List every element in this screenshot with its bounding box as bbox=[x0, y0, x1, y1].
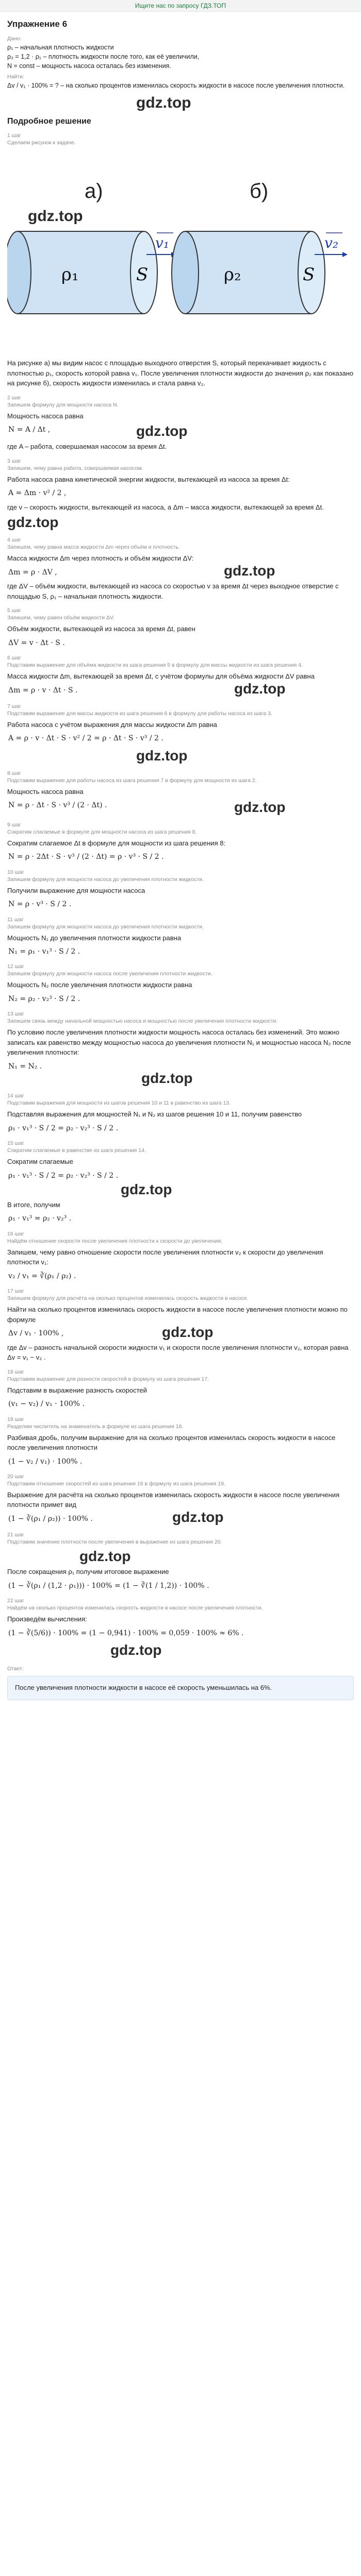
step-text: Мощность N₂ после увеличения плотности жидкости равна bbox=[7, 981, 192, 989]
step-text: Мощность насоса равна bbox=[7, 412, 84, 420]
step-note: Подставим выражение для работы насоса из шага решения 7 в формулу для мощности из шага 2. bbox=[7, 777, 257, 784]
arrow-head-b-icon bbox=[342, 252, 348, 257]
step-number: 11 шаг bbox=[7, 916, 24, 923]
step-formula: A = Δm · v² / 2 , bbox=[8, 489, 67, 498]
given-line-3: N = const – мощность насоса осталась без изменения. bbox=[7, 62, 171, 70]
step-text: Выражение для расчёта на сколько процентов изменилась скорость жидкости в насосе после увеличения плотности примет вид bbox=[7, 1490, 340, 1509]
step-text: Мощность N₁ до увеличения плотности жидкости равна bbox=[7, 934, 182, 942]
content bbox=[0, 12, 361, 1700]
step-formula: (1 − v₂ / v₁) · 100% . bbox=[8, 1457, 83, 1466]
watermark: gdz.top bbox=[141, 1070, 193, 1087]
step-text: По условию после увеличения плотности жидкости мощность насоса осталась без изменений. Это можно записать как равенство между мощностью насоса до увеличения плотности N₁ и мощностью насоса N₂ после увеличения плотности: bbox=[7, 1028, 351, 1057]
given-line-1: ρ₁ – начальная плотность жидкости bbox=[7, 44, 114, 51]
step-formula: Δm = ρ · v · Δt · S . bbox=[8, 686, 78, 694]
step-5 bbox=[7, 607, 354, 649]
step-formula: N = ρ · Δt · S · v³ / (2 · Δt) . bbox=[8, 801, 107, 810]
figure-watermark: gdz.top bbox=[28, 208, 83, 225]
step-text: Работа насоса равна кинетической энергии жидкости, вытекающей из насоса за время Δt: bbox=[7, 475, 290, 483]
step-8 bbox=[7, 770, 354, 816]
watermark: gdz.top bbox=[136, 423, 188, 439]
step-formula: ρ₁ · v₁³ · S / 2 = ρ₂ · v₂³ · S / 2 . bbox=[8, 1124, 119, 1132]
step-text: Разбивая дробь, получим выражение для на сколько процентов изменилась скорость жидкости в насосе после увеличения плотности bbox=[7, 1433, 336, 1452]
given-line-2: ρ₂ = 1,2 · ρ₁ – плотность жидкости после того, как её увеличили, bbox=[7, 53, 200, 60]
step-note: Запишем формулу для расчёта на сколько процентов изменилась скорость жидкости в насосе. bbox=[7, 1295, 249, 1302]
figure-label-b: б) bbox=[250, 180, 269, 202]
step-17 bbox=[7, 1288, 354, 1362]
step-text-2: где v – скорость жидкости, вытекающей из насоса, а Δm – масса жидкости, вытекающей за время Δt. bbox=[7, 503, 324, 511]
step-note: Подставим выражения для мощности из шагов решения 10 и 11 в равенство из шага 13. bbox=[7, 1100, 231, 1107]
step-note: Запишем связь между начальной мощностью насоса и мощностью после увеличения плотности жидкости. bbox=[7, 1018, 278, 1025]
step-15 bbox=[7, 1140, 354, 1225]
step-9 bbox=[7, 822, 354, 863]
given-block bbox=[7, 36, 354, 89]
step-number: 15 шаг bbox=[7, 1140, 24, 1147]
step-number: 13 шаг bbox=[7, 1011, 24, 1018]
watermark: gdz.top bbox=[121, 1181, 172, 1197]
find-line: Δv / v₁ · 100% = ? – на сколько процентов изменилась скорость жидкости в насосе после увеличения плотности. bbox=[7, 82, 345, 89]
step-formula: (1 − ∛(ρ₁ / (1,2 · ρ₁))) · 100% = (1 − ∛(1 / 1,2)) · 100% . bbox=[8, 1581, 209, 1590]
step-note: Подставим выражение для разности скоростей в формулу из шага решения 17. bbox=[7, 1376, 209, 1382]
step-note: Запишем формулу для мощности насоса N. bbox=[7, 401, 119, 408]
step-22 bbox=[7, 1598, 354, 1658]
step-text: Подставляя выражения для мощностей N₁ и N₂ из шагов решения 10 и 11, получим равенство bbox=[7, 1110, 302, 1118]
watermark: gdz.top bbox=[162, 1324, 214, 1340]
step-note: Запишем, чему равна работа, совершаемая насосом. bbox=[7, 465, 143, 471]
step-number: 19 шаг bbox=[7, 1416, 24, 1422]
watermark: gdz.top bbox=[7, 514, 59, 531]
pipe-b bbox=[172, 231, 325, 314]
step-note: Подставим выражение для объёма жидкости из шага решения 5 в формулу для массы жидкости из шага решения 4. bbox=[7, 662, 303, 669]
step-6 bbox=[7, 655, 354, 697]
step-note: Сделаем рисунок к задаче. bbox=[7, 140, 76, 146]
step-formula: ΔV = v · Δt · S . bbox=[8, 638, 65, 647]
step-text-2: В итоге, получим bbox=[7, 1200, 60, 1209]
step-formula: (v₁ − v₂) / v₁ · 100% . bbox=[8, 1400, 85, 1409]
watermark: gdz.top bbox=[224, 563, 275, 579]
step-number: 7 шаг bbox=[7, 703, 21, 709]
step-text: Произведём вычисления: bbox=[7, 1615, 87, 1623]
step-text-2: где ΔV – объём жидкости, вытекающей из насоса со скоростью v за время Δt через выходное отверстие с площадью S, ρ₁ – начальная плотность жидкости. bbox=[7, 582, 339, 600]
step-formula-2: ρ₁ · v₁³ = ρ₂ · v₂³ . bbox=[8, 1214, 72, 1223]
step-18 bbox=[7, 1369, 354, 1410]
step-formula: N = ρ · v³ · S / 2 . bbox=[8, 900, 72, 909]
page-title: Упражнение 6 bbox=[7, 19, 68, 29]
step-formula: ρ₁ · v₁³ · S / 2 = ρ₂ · v₂³ · S / 2 . bbox=[8, 1171, 119, 1180]
figure-svg bbox=[7, 149, 354, 355]
area-label-b: S bbox=[303, 264, 315, 285]
given-label: Дано: bbox=[7, 36, 22, 42]
step-text: На рисунке а) мы видим насос с площадью выходного отверстия S, который перекачивает жидкость с плотностью ρ₁, скорость которой равна v₁. После увеличения плотности жидкости до значения ρ₂ как показано на рисунке б), скорость жидкости изменилась и стала равна v₂. bbox=[7, 359, 354, 387]
step-2 bbox=[7, 395, 354, 452]
step-formula: (1 − ∛(ρ₁ / ρ₂)) · 100% . bbox=[8, 1514, 93, 1523]
rho1-label: ρ₁ bbox=[61, 264, 79, 285]
step-7 bbox=[7, 703, 354, 764]
step-note: Запишем формулу для мощности насоса до увеличения плотности жидкости. bbox=[7, 923, 204, 930]
watermark: gdz.top bbox=[110, 1642, 162, 1658]
step-4 bbox=[7, 537, 354, 601]
step-21 bbox=[7, 1532, 354, 1591]
answer-text: После увеличения плотности жидкости в насосе её скорость уменьшилась на 6%. bbox=[15, 1684, 272, 1692]
step-19 bbox=[7, 1416, 354, 1467]
step-formula: N₁ = N₂ . bbox=[8, 1062, 42, 1071]
watermark: gdz.top bbox=[172, 1509, 224, 1526]
step-text: Объём жидкости, вытекающей из насоса за время Δt, равен bbox=[7, 625, 195, 633]
step-text: Найти на сколько процентов изменилась скорость жидкости в насосе после увеличения плотности можно по формуле bbox=[7, 1306, 348, 1324]
figure-label-a: а) bbox=[85, 180, 103, 202]
step-note: Подставим выражение для массы жидкости из шага решения 6 в формулу для работы насоса из шага 3. bbox=[7, 710, 272, 717]
step-note: Сократим слагаемые в формуле для мощности насоса из шага решения 8. bbox=[7, 828, 197, 835]
step-number: 12 шаг bbox=[7, 963, 24, 970]
step-11 bbox=[7, 917, 354, 958]
step-number: 16 шаг bbox=[7, 1230, 24, 1237]
step-text-2: где A – работа, совершаемая насосом за время Δt. bbox=[7, 443, 167, 451]
step-formula: Δm = ρ · ΔV , bbox=[8, 568, 57, 577]
step-number: 4 шаг bbox=[7, 537, 21, 544]
step-formula: A = ρ · v · Δt · S · v² / 2 = ρ · Δt · S · v³ / 2 . bbox=[8, 734, 163, 743]
step-number: 3 шаг bbox=[7, 457, 21, 464]
step-text: Сократим слагаемые bbox=[7, 1158, 73, 1166]
rho2-label: ρ₂ bbox=[224, 264, 241, 285]
watermark: gdz.top bbox=[79, 1548, 131, 1565]
step-formula: Δv / v₁ · 100% , bbox=[8, 1329, 64, 1338]
step-text: Сократим слагаемое Δt в формуле для мощности из шага решения 8: bbox=[7, 839, 226, 847]
step-text: Подставим в выражение разность скоростей bbox=[7, 1386, 147, 1394]
step-number: 10 шаг bbox=[7, 869, 24, 875]
step-text: После сокращения ρ₁ получим итоговое выражение bbox=[7, 1568, 169, 1576]
step-number: 8 шаг bbox=[7, 770, 21, 776]
step-note: Запишем, чему равен объём жидкости ΔV. bbox=[7, 615, 114, 621]
watermark: gdz.top bbox=[136, 747, 188, 764]
area-label-a: S bbox=[136, 264, 149, 285]
v2-label: v₂ bbox=[324, 234, 339, 251]
step-note: Найдём на сколько процентов изменилась скорость жидкости в насосе после увеличения плотности. bbox=[7, 1605, 263, 1612]
step-number: 2 шаг bbox=[7, 394, 21, 401]
step-note: Найдём отношение скорости после увеличения плотности к скорости до увеличения. bbox=[7, 1238, 223, 1244]
step-text-2: где Δv – разность начальной скорости жидкости v₁ и скорости после увеличения плотности v₂, которая равна Δv = v₁ − v₂ . bbox=[7, 1343, 349, 1362]
step-note: Подставим отношение скоростей из шага решения 16 в формулу из шага решения 19. bbox=[7, 1480, 225, 1487]
step-number: 1 шаг bbox=[7, 132, 21, 139]
step-note: Запишем формулу для мощности насоса после увеличения плотности жидкости. bbox=[7, 971, 212, 977]
find-label: Найти: bbox=[7, 74, 24, 80]
watermark: gdz.top bbox=[136, 94, 191, 111]
step-16 bbox=[7, 1231, 354, 1282]
step-note: Запишем, чему равна масса жидкости Δm через объём и плотность. bbox=[7, 544, 180, 551]
step-formula: N = A / Δt , bbox=[8, 426, 51, 434]
step-number: 21 шаг bbox=[7, 1532, 24, 1538]
step-number: 5 шаг bbox=[7, 607, 21, 614]
step-number: 18 шаг bbox=[7, 1368, 24, 1375]
step-text: Работа насоса с учётом выражения для массы жидкости Δm равна bbox=[7, 720, 217, 728]
step-text: Масса жидкости Δm, вытекающей за время Δt, с учётом формулы для объёма жидкости ΔV равна bbox=[7, 672, 315, 681]
v1-label: v₁ bbox=[155, 234, 170, 251]
step-text: Запишем, чему равно отношение скорости после увеличения плотности v₂ к скорости до увеличения плотности v₁: bbox=[7, 1248, 323, 1266]
step-number: 20 шаг bbox=[7, 1473, 24, 1480]
step-formula: N₂ = ρ₂ · v₂³ · S / 2 . bbox=[8, 994, 80, 1003]
step-text: Масса жидкости Δm через плотность и объём жидкости ΔV: bbox=[7, 554, 194, 563]
step-formula: (1 − ∛(5/6)) · 100% = (1 − 0,941) · 100% = 0,059 · 100% ≈ 6% . bbox=[8, 1629, 244, 1637]
step-1 bbox=[7, 132, 354, 388]
pipe-a bbox=[7, 231, 157, 314]
step-number: 14 шаг bbox=[7, 1093, 24, 1099]
step-13 bbox=[7, 1011, 354, 1087]
answer-box bbox=[7, 1676, 354, 1700]
step-number: 22 шаг bbox=[7, 1598, 24, 1604]
step-number: 6 шаг bbox=[7, 655, 21, 662]
step-note: Сократим слагаемые в равенстве из шага решения 14. bbox=[7, 1147, 146, 1154]
step-formula: v₂ / v₁ = ∛(ρ₁ / ρ₂) . bbox=[8, 1272, 76, 1280]
figure-pipes bbox=[7, 149, 354, 355]
watermark: gdz.top bbox=[234, 680, 286, 697]
step-text: Получили выражение для мощности насоса bbox=[7, 886, 145, 894]
step-12 bbox=[7, 963, 354, 1005]
step-note: Подставим значение плотности после увеличения в выражение из шага решения 20. bbox=[7, 1539, 222, 1546]
step-10 bbox=[7, 869, 354, 910]
step-note: Запишем формулу для мощности насоса до увеличения плотности жидкости. bbox=[7, 876, 204, 883]
step-formula: N₁ = ρ₁ · v₁³ · S / 2 . bbox=[8, 947, 80, 956]
top-banner[interactable]: Ищите нас по запросу ГДЗ.ТОП bbox=[0, 0, 361, 12]
step-note: Разделим числитель на знаменатель в формуле из шага решения 18. bbox=[7, 1423, 184, 1430]
step-14 bbox=[7, 1093, 354, 1134]
step-formula: N = ρ · 2Δt · S · v³ / (2 · Δt) = ρ · v³ · S / 2 . bbox=[8, 853, 164, 861]
answer-label: Ответ: bbox=[7, 1666, 24, 1672]
solution-title: Подробное решение bbox=[7, 117, 91, 126]
step-text: Мощность насоса равна bbox=[7, 787, 84, 795]
step-20 bbox=[7, 1473, 354, 1526]
step-number: 17 шаг bbox=[7, 1288, 24, 1295]
watermark: gdz.top bbox=[234, 799, 286, 815]
step-number: 9 шаг bbox=[7, 821, 21, 828]
step-3 bbox=[7, 458, 354, 531]
